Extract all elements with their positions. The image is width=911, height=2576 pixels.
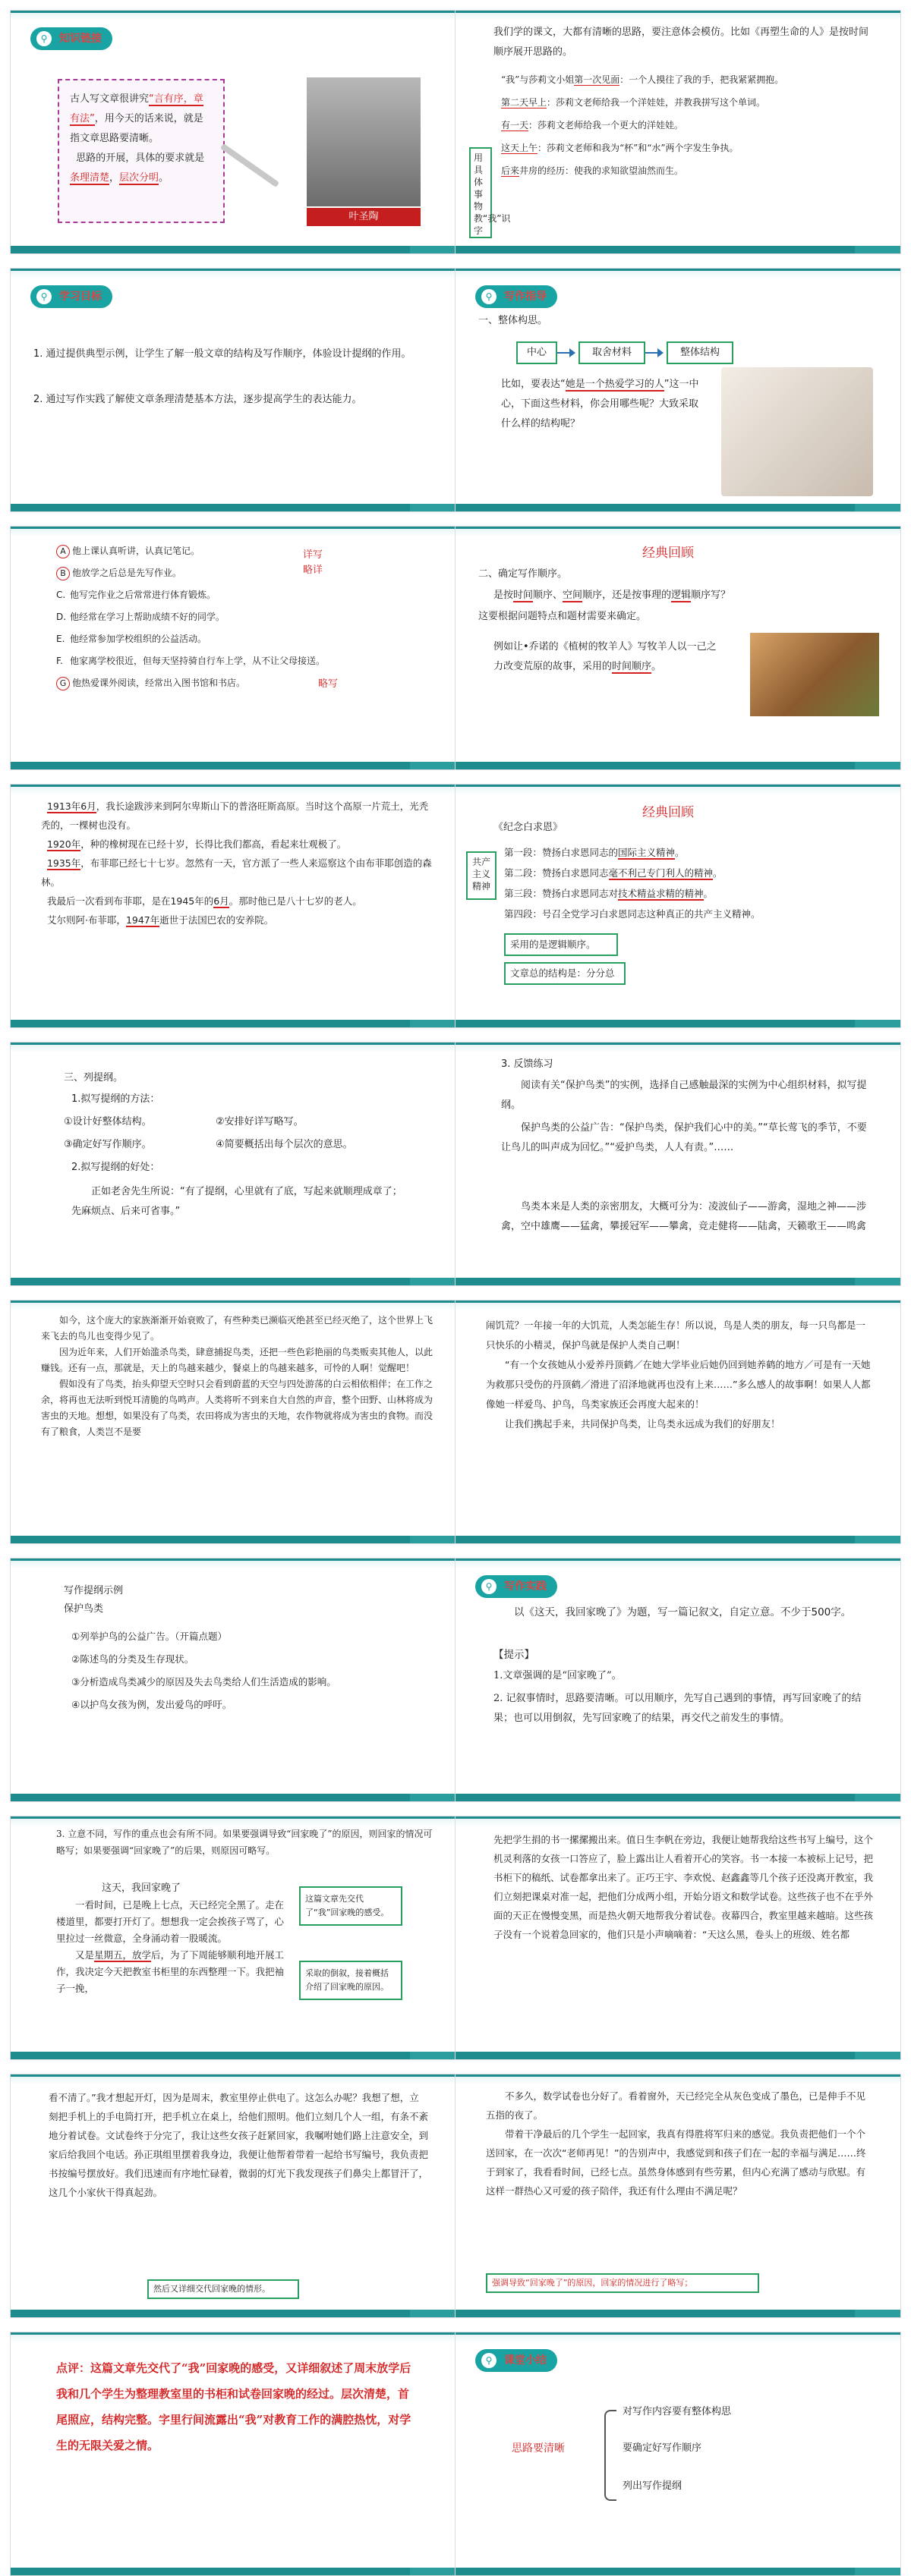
tip-1: 1.文章强调的是“回家晚了”。 [493, 1670, 622, 1681]
tip-2: 2. 记叙事情时，思路要清晰。可以用顺序，先写自己遇到的事情，再写回家晚了的结果；也可以用倒叙，先写回家晚了的结果，再交代之前发生的事情。 [493, 1693, 862, 1724]
slide-summary [455, 2332, 901, 2576]
portrait [307, 77, 421, 206]
event-desc: ：莎莉文老师给我一个洋娃娃，并教我拼写这个单词。 [547, 97, 766, 108]
para-text: ，种的橡树现在已经十岁，长得比我们都高，看起来壮观极了。 [80, 838, 347, 850]
slide-top-bar [11, 1301, 456, 1310]
slide-top-bar [11, 1043, 456, 1052]
option-item [56, 584, 405, 606]
slide-sample-essay-3 [10, 2074, 456, 2318]
event-line [501, 137, 888, 159]
essay-para [56, 1947, 288, 1997]
slide-bottom-bar [11, 2310, 456, 2317]
event-desc: ：一个人摸往了我的手，把我紧紧拥抱。 [619, 74, 784, 85]
slide-top-bar [456, 785, 900, 794]
option-mark: C. [56, 590, 66, 600]
passage-para [41, 911, 436, 929]
slide-sample-essay-2 [455, 1816, 901, 2060]
method-2: ②安排好详写略写。 [216, 1116, 304, 1128]
feedback-ads: 保护鸟类的公益广告：“保护鸟类，保护我们心中的美。”“草长莺飞的季节，不要让鸟儿的叫声成为回忆。”“爱护鸟类，人人有责。”…… [501, 1122, 867, 1153]
order-logic: 逻辑 [671, 590, 692, 601]
section-tag [30, 27, 112, 50]
example-item: ②陈述鸟的分类及生存现状。 [71, 1653, 194, 1665]
essay-body [41, 1313, 436, 1440]
row-text: 第二段：赞扬白求恩同志 [504, 867, 609, 879]
date-mark: 6月 [213, 895, 229, 907]
slide-top-bar [456, 1043, 900, 1052]
order-c: 顺序、 [533, 590, 563, 601]
passage-para [41, 797, 436, 835]
event-desc: ：莎莉文老师给我一个更大的洋娃娃。 [528, 120, 684, 131]
essay-body [486, 1316, 873, 1434]
example-text [501, 375, 706, 434]
passage-para [41, 854, 436, 892]
para-text: 我最后一次看到布菲耶，是在1945年的 [46, 895, 214, 907]
tag-label: 课堂小结 [504, 2354, 547, 2367]
essay-para: 假如没有了鸟类，抬头仰望天空时只会看到蔚蓝的天空与四处游荡的白云相依相伴；在工作之余，将再也无法听到悦耳清脆的鸟鸣声。人类将听不到来自大自然的声音，整个田野、山林将成为害虫的天地。想想，如果没有了鸟类，农田将成为害虫的天地，农作物就将成为害虫的食物。而没有了粮食，人类岂不是要 [41, 1379, 433, 1437]
paragraph-row [504, 842, 891, 863]
benefit-heading: 2.拟写提纲的好处： [71, 1162, 160, 1173]
essay-body [56, 1897, 288, 1997]
slide-outline-example [10, 1558, 456, 1802]
order-example [493, 637, 721, 677]
annotation-box: 采取的倒叙，接着概括介绍了回家晚的原因。 [299, 1961, 402, 2000]
order-box: 采用的是逻辑顺序。 [504, 933, 618, 956]
section-tag [475, 2349, 557, 2372]
slide-top-bar [11, 785, 456, 794]
flow-box-center: 中心 [516, 341, 557, 364]
method-heading: 1.拟写提纲的方法： [71, 1093, 160, 1105]
row-key: 技术精益求精的精神 [618, 888, 704, 899]
task-text: 以《这天，我回家晚了》为题，写一篇记叙文，自定立意。不少于500字。 [514, 1606, 852, 1618]
slide-bottom-bar [456, 2568, 900, 2575]
essay-para: 闹饥荒？一年接一年的大饥荒，人类怎能生存！所以说，鸟是人类的朋友，每一只鸟都是一只快乐的小精灵，保护鸟就是保护人类自己啊！ [486, 1319, 866, 1351]
forest-photo [750, 633, 879, 716]
structure-box: 文章总的结构是：分分总 [504, 962, 626, 985]
tag-label: 知识链接 [59, 33, 102, 45]
example-item: ①列举护鸟的公益广告。（开篇点题） [71, 1631, 227, 1642]
slide-bottom-bar [456, 762, 900, 769]
slide-top-bar [11, 1558, 456, 1568]
slide-top-bar [11, 269, 456, 278]
para2-a: 思路的开展，具体的要求就是 [76, 153, 205, 164]
option-item [56, 606, 405, 628]
option-item [56, 562, 405, 584]
section-tag [475, 1575, 557, 1598]
portrait-caption-box: 叶圣陶 [307, 208, 421, 226]
heading-outline: 三、列提纲。 [64, 1072, 124, 1084]
shepherd-passage [41, 797, 436, 929]
tag-label: 学习目标 [59, 291, 102, 303]
search-icon: ⚲ [36, 289, 52, 304]
tag-label: 写作指导 [504, 291, 547, 303]
event-time: 这天上午 [501, 143, 538, 153]
slide-feedback [455, 1042, 901, 1286]
para-text: 又是 [75, 1949, 95, 1961]
option-text: 他写完作业之后常常进行体育锻炼。 [70, 590, 216, 600]
example-item: ③分析造成鸟类减少的原因及失去鸟类给人们生活造成的影响。 [71, 1676, 336, 1687]
annotation-box: 这篇文章先交代了“我”回家晚的感受。 [299, 1886, 402, 1926]
flow-arrow [557, 352, 571, 354]
slide-top-bar [456, 1558, 900, 1568]
slide-top-bar [456, 2332, 900, 2342]
event-line [501, 114, 888, 137]
feedback-task: 阅读有关“保护鸟类”的实例，选择自己感触最深的实例为中心组织材料，拟写提纲。 [501, 1080, 867, 1111]
para2-d: 层次分明 [119, 172, 159, 184]
event-desc: 井房的经历：使我的求知欲望油然而生。 [519, 165, 684, 176]
slide-writing-order [455, 526, 901, 770]
order-g: 顺序写？ [691, 590, 731, 601]
example-items [71, 1625, 436, 1716]
slide-bottom-bar [456, 504, 900, 511]
order-example-end: 。 [651, 661, 662, 672]
method-4: ④简要概括出每个层次的意思。 [216, 1139, 353, 1150]
slide-bottom-bar [456, 246, 900, 253]
note-brief: 略写 [318, 678, 339, 690]
event-list [501, 68, 888, 182]
essay-para: 因为近年来，人们开始滥杀鸟类，肆意捕捉鸟类，还把一些色彩艳丽的鸟类贩卖其他人，以此赚钱。还有一点，那就是，天上的鸟越来越少，餐桌上的鸟越来越多，可怜的人啊！觉醒吧！ [41, 1347, 433, 1373]
slide-top-bar [456, 1816, 900, 1826]
side-box: 共产主义精神 [466, 851, 496, 900]
slide-outline-method [10, 1042, 456, 1286]
date-mark: 1947年 [125, 914, 160, 926]
essay-para: 先把学生捐的书一摞摞搬出来。值日生李帆在旁边，我便让她帮我给这些书写上编号，这个机灵利落的女孩一口答应了，脸上露出让人看着开心的笑容。书一本接一本被标上记号，把书柜下的稿纸、试卷都拿出来了。正巧王宇、李欢悦、赵鑫鑫等几个孩子还没离开教室，我们立刻把课桌对准一起，把他们分成两小组，开始分语文和数学试卷。这些孩子也不在乎外面的天正在慢慢变黑，而是热火朝天地帮我分着试卷。夜幕四合，教室里越来越暗。这些孩子没有一个说着急回家的，他们只是小声嘀嘀着：“天这么黑，卷头上的班级、姓名都 [493, 1834, 874, 1940]
paragraph-row [504, 904, 891, 924]
quote-key: “言有序，章有法” [70, 93, 203, 124]
option-list [56, 540, 405, 694]
slide-bottom-bar [11, 2052, 456, 2059]
event-line [501, 91, 888, 114]
row-end: 。 [713, 867, 723, 879]
slide-bird-essay-2 [455, 1300, 901, 1544]
slide-bottom-bar [456, 2310, 900, 2317]
row-end: 。 [703, 888, 714, 899]
option-mark: A [56, 545, 70, 558]
tag-label: 写作实践 [504, 1581, 547, 1593]
row-text: 第一段：赞扬白求恩同志的 [504, 847, 619, 858]
slide-material-options [10, 526, 456, 770]
slide-bottom-bar [11, 1278, 456, 1285]
example-topic: 保护鸟类 [64, 1603, 104, 1615]
order-a: 是按 [493, 590, 514, 601]
search-icon: ⚲ [481, 2353, 496, 2368]
slide-top-bar [456, 11, 900, 20]
method-3: ③确定好写作顺序。 [64, 1139, 152, 1150]
work-title: 《纪念白求恩》 [493, 822, 563, 833]
paragraph-list [504, 842, 891, 924]
para-text: ，布菲耶已经七十七岁。忽然有一天，官方派了一些人来巡察这个由布菲耶创造的森林。 [41, 857, 432, 888]
goal-1: 1. 通过提供典型示例，让学生了解一般文章的结构及写作顺序，体验设计提纲的作用。 [33, 348, 411, 360]
para-text: 后，为了下周能够顺利地开展工作，我决定今天把教室书柜里的东西整理一下。我把袖子一挽， [56, 1949, 285, 1994]
summary-item: 要确定好写作顺序 [623, 2442, 702, 2454]
search-icon: ⚲ [481, 289, 496, 304]
brace [604, 2410, 616, 2501]
option-item [56, 628, 405, 650]
event-time: 第二天早上 [501, 97, 547, 108]
event-time: 第一次见面 [574, 74, 620, 85]
quote-intro: 古人写文章很讲究 [70, 93, 150, 105]
time-mark: 星期五，放学 [94, 1949, 152, 1961]
row-key: 毫不利己专门利人的精神 [608, 867, 714, 879]
option-mark: D. [56, 612, 67, 622]
slide-reshaping-life [455, 10, 901, 254]
slide-learning-goals [10, 268, 456, 512]
essay-para: 一看时间，已是晚上七点，天已经完全黑了。走在楼道里，都要打开灯了。想想我一定会挨孩子骂了，心里拉过一丝微意，全身涌动着一股暖流。 [56, 1899, 285, 1944]
order-options [493, 586, 888, 605]
order-note: 这要根据问题特点和题材需要来确定。 [478, 611, 647, 622]
section-tag [475, 285, 557, 308]
slide-bottom-bar [456, 2052, 900, 2059]
row-text: 第四段：号召全党学习白求恩同志这种真正的共产主义精神。 [504, 908, 761, 920]
date-mark: 1935年 [46, 857, 81, 869]
summary-item: 列出写作提纲 [623, 2480, 682, 2492]
tip-label: 【提示】 [493, 1649, 534, 1661]
flow-box-material: 取舍材料 [578, 341, 645, 364]
method-1: ①设计好整体结构。 [64, 1116, 152, 1128]
example-c: ”这一中心，下面这些材料，你会用哪些呢？大致采取什么样的结构呢？ [501, 379, 699, 429]
slide-shepherd-text [10, 784, 456, 1028]
slide-bottom-bar [456, 1536, 900, 1543]
option-item [56, 540, 405, 562]
slide-bottom-bar [11, 504, 456, 511]
essay-para: 带着干净最后的几个学生一起回家，我真有得胜将军归来的感觉。我负责把他们一个个送回家，在一次次“老师再见！”的告别声中，我感觉到和孩子们在一起的幸福与满足……终于到家了，我看看时间，已经七点。虽然身体感到有些劳累，但内心充满了感动与欣慰。有这样一群热心又可爱的孩子陪伴，我还有什么理由不满足呢？ [486, 2128, 866, 2197]
date-mark: 1920年 [46, 838, 81, 850]
annotation-box: 然后又详细交代回家晚的情形。 [147, 2279, 299, 2299]
slide-overall-plan [455, 268, 901, 512]
slide-bottom-bar [11, 1794, 456, 1801]
option-mark: F. [56, 656, 63, 666]
para2-c: ， [109, 172, 120, 184]
para-text: 。那时他已是八十七岁的老人。 [229, 895, 362, 907]
row-key: 国际主义精神 [618, 847, 676, 858]
para-text: 逝世于法国巴农的安养院。 [159, 914, 274, 926]
slide-bottom-bar [11, 1020, 456, 1027]
date-mark: 1913年6月 [46, 800, 96, 812]
essay-para: 让我们携起手来，共同保护鸟类，让鸟类永远成为我们的好朋友！ [505, 1418, 780, 1430]
passage-para [41, 835, 436, 854]
flow-arrow [645, 352, 659, 354]
note-semi: 略详 [303, 565, 323, 576]
feedback-heading: 3. 反馈练习 [501, 1058, 553, 1070]
intro-text: 我们学的课文，大都有清晰的思路，要注意体会模仿。比如《再塑生命的人》是按时间顺序展开思路的。 [493, 27, 869, 58]
slide-bottom-bar [456, 1278, 900, 1285]
essay-para: 不多久，数学试卷也分好了。看着窗外，天已经完全从灰色变成了墨色，已是伸手不见五指的夜了。 [486, 2090, 866, 2121]
example-center: 她是一个热爱学习的人 [565, 379, 664, 390]
slide-top-bar [11, 2074, 456, 2084]
para-text: ，我长途跋涉来到阿尔卑斯山下的普洛旺斯高原。当时这个高原一片荒土，光秃秃的，一棵树也没有。 [41, 800, 429, 831]
flow-box-structure: 整体结构 [667, 341, 733, 364]
order-example-text: 例如让•乔诺的《植树的牧羊人》写牧羊人以一己之力改变荒原的故事，采用的 [493, 641, 717, 672]
slide-bethune [455, 784, 901, 1028]
slide-comment [10, 2332, 456, 2576]
heading-order: 二、确定写作顺序。 [478, 568, 568, 580]
slide-top-bar [456, 1301, 900, 1310]
slide-top-bar [456, 527, 900, 536]
event-time: 后来 [501, 165, 520, 176]
slide-knowledge-link [10, 10, 456, 254]
option-text: 他经常在学习上帮助成绩不好的同学。 [70, 612, 225, 622]
search-icon: ⚲ [481, 1579, 496, 1594]
student-photo [721, 367, 873, 496]
option-item [56, 650, 405, 672]
feedback-birds: 鸟类本来是人类的亲密朋友，大概可分为：凌波仙子——游禽，湿地之神——涉禽，空中雄鹰——猛禽，攀援冠军——攀禽，竞走健将——陆禽，天籁歌王——鸣禽 [501, 1201, 867, 1232]
option-text: 他放学之后总是先写作业。 [72, 568, 182, 578]
slide-bottom-bar [456, 1020, 900, 1027]
essay-para: 如今，这个庞大的家族渐渐开始衰败了，有些种类已濒临灭绝甚至已经灭绝了，这个世界上飞来飞去的鸟儿也变得少见了。 [41, 1315, 433, 1341]
benefit-quote: 正如老舍先生所说：“有了提纲，心里就有了底，写起来就顺理成章了；先麻烦点、后来可省事。” [71, 1186, 402, 1217]
section-tag [30, 285, 112, 308]
slide-top-bar [11, 11, 456, 20]
example-heading: 写作提纲示例 [64, 1585, 124, 1596]
quote-card [58, 79, 225, 223]
essay-para: “有一个女孩她从小爱养丹顶鹤／在她大学毕业后她仍回到她养鹤的地方／可是有一天她为救那只受伤的丹顶鹤／滑进了沼泽地就再也没有上来……”多么感人的故事啊！如果人人都像她一样爱鸟、护鸟，鸟类家族还会再度大起来的！ [486, 1359, 871, 1410]
paragraph-row [504, 863, 891, 883]
slide-bottom-bar [11, 246, 456, 253]
option-mark: G [56, 677, 70, 690]
annotation-box: 强调导致“回家晚了”的原因，回家的情况进行了略写； [486, 2273, 759, 2293]
row-text: 第三段：赞扬白求恩同志对 [504, 888, 619, 899]
event-line [501, 159, 888, 182]
order-e: 顺序，还是按事理的 [582, 590, 672, 601]
slide-practice-task [455, 1558, 901, 1802]
option-text: 他热爱课外阅读，经常出入图书馆和书店。 [72, 678, 246, 688]
para-text: 艾尔则阿·布菲耶， [46, 914, 126, 926]
essay-para: 看不清了。”我才想起开灯，因为是周末，教室里停止供电了。这怎么办呢？我想了想，立刻把手机上的手电筒打开，把手机立在桌上，给他们照明。他们立刻几个人一组，有条不紊地分着试卷。文试卷终于分完了，我让这些女孩子赶紧回家，我嘱咐她们路上注意安全，到家后给我回个电话。孙正琪组里摆着我身边，我便让他帮着带着一起给书写编号，我负责把书按编号摆放好。我们迅速而有序地忙碌着，微弱的灯光下我发现孩子们鼻尖上都冒汗了，这几个小家伙干得真起劲。 [49, 2092, 429, 2198]
goal-2: 2. 通过写作实践了解使文章条理清楚基本方法，逐步提高学生的表达能力。 [33, 394, 362, 405]
slide-top-bar [11, 2332, 456, 2342]
search-icon: ⚲ [36, 31, 52, 46]
passage-para [41, 892, 436, 911]
option-text: 他上课认真听讲，认真记笔记。 [72, 546, 200, 556]
slide-sample-essay-4 [455, 2074, 901, 2318]
option-mark: B [56, 567, 70, 580]
slide-top-bar [456, 269, 900, 278]
slide-title: 经典回顾 [642, 805, 694, 820]
slide-bottom-bar [11, 1536, 456, 1543]
note-detailed: 详写 [303, 549, 323, 561]
pencil-graphic [220, 143, 279, 187]
para2-e: 。 [159, 172, 169, 184]
para2-b: 条理清楚 [70, 172, 110, 184]
slide-title: 经典回顾 [642, 546, 694, 561]
side-box: 用具体事物教“我”识字 [469, 147, 492, 238]
slide-bottom-bar [11, 2568, 456, 2575]
heading-plan: 一、整体构思。 [478, 315, 548, 326]
summary-center: 思路要清晰 [512, 2442, 565, 2455]
slide-top-bar [11, 527, 456, 536]
summary-item: 对写作内容要有整体构思 [623, 2406, 732, 2417]
slide-sample-essay-1 [10, 1816, 456, 2060]
slide-bird-essay-1 [10, 1300, 456, 1544]
example-a: 比如，要表达“ [501, 379, 566, 390]
paragraph-row [504, 883, 891, 904]
option-text: 他经常参加学校组织的公益活动。 [70, 634, 207, 644]
slide-bottom-bar [11, 762, 456, 769]
event-line [501, 68, 888, 91]
event-desc: ：莎莉文老师和我为“杯”和“水”两个字发生争执。 [537, 143, 739, 153]
order-time: 时间 [513, 590, 534, 601]
event-lead: “我”与莎莉文小姐 [501, 74, 575, 85]
order-space: 空间 [563, 590, 583, 601]
order-example-key: 时间顺序 [612, 661, 652, 672]
example-item: ④以护鸟女孩为例，发出爱鸟的呼吁。 [71, 1699, 232, 1710]
slide-top-bar [456, 2074, 900, 2084]
comment-text: 点评：这篇文章先交代了“我”回家晚的感受，又详细叙述了周末放学后我和几个学生为整理教室里的书柜和试卷回家晚的经过。层次清楚，首尾照应，结构完整。字里行间流露出“我”对教育工作的满腔热忱，对学生的无限关爱之情。 [56, 2361, 411, 2452]
essay-title: 这天，我回家晚了 [102, 1882, 181, 1894]
row-end: 。 [675, 847, 685, 858]
focus-note: 3. 立意不同，写作的重点也会有所不同。如果要强调导致“回家晚了”的原因，则回家的情况可略写；如果要强调“回家晚了”的后果，则原因可略写。 [56, 1829, 433, 1856]
quote-rest: ，用今天的话来说，就是指文章思路要清晰。 [70, 113, 203, 144]
event-time: 有一天 [501, 120, 529, 131]
option-item [56, 672, 405, 694]
option-mark: E. [56, 634, 65, 644]
slide-bottom-bar [456, 1794, 900, 1801]
option-text: 他家离学校很近，但每天坚持骑自行车上学，从不让父母接送。 [70, 656, 326, 666]
